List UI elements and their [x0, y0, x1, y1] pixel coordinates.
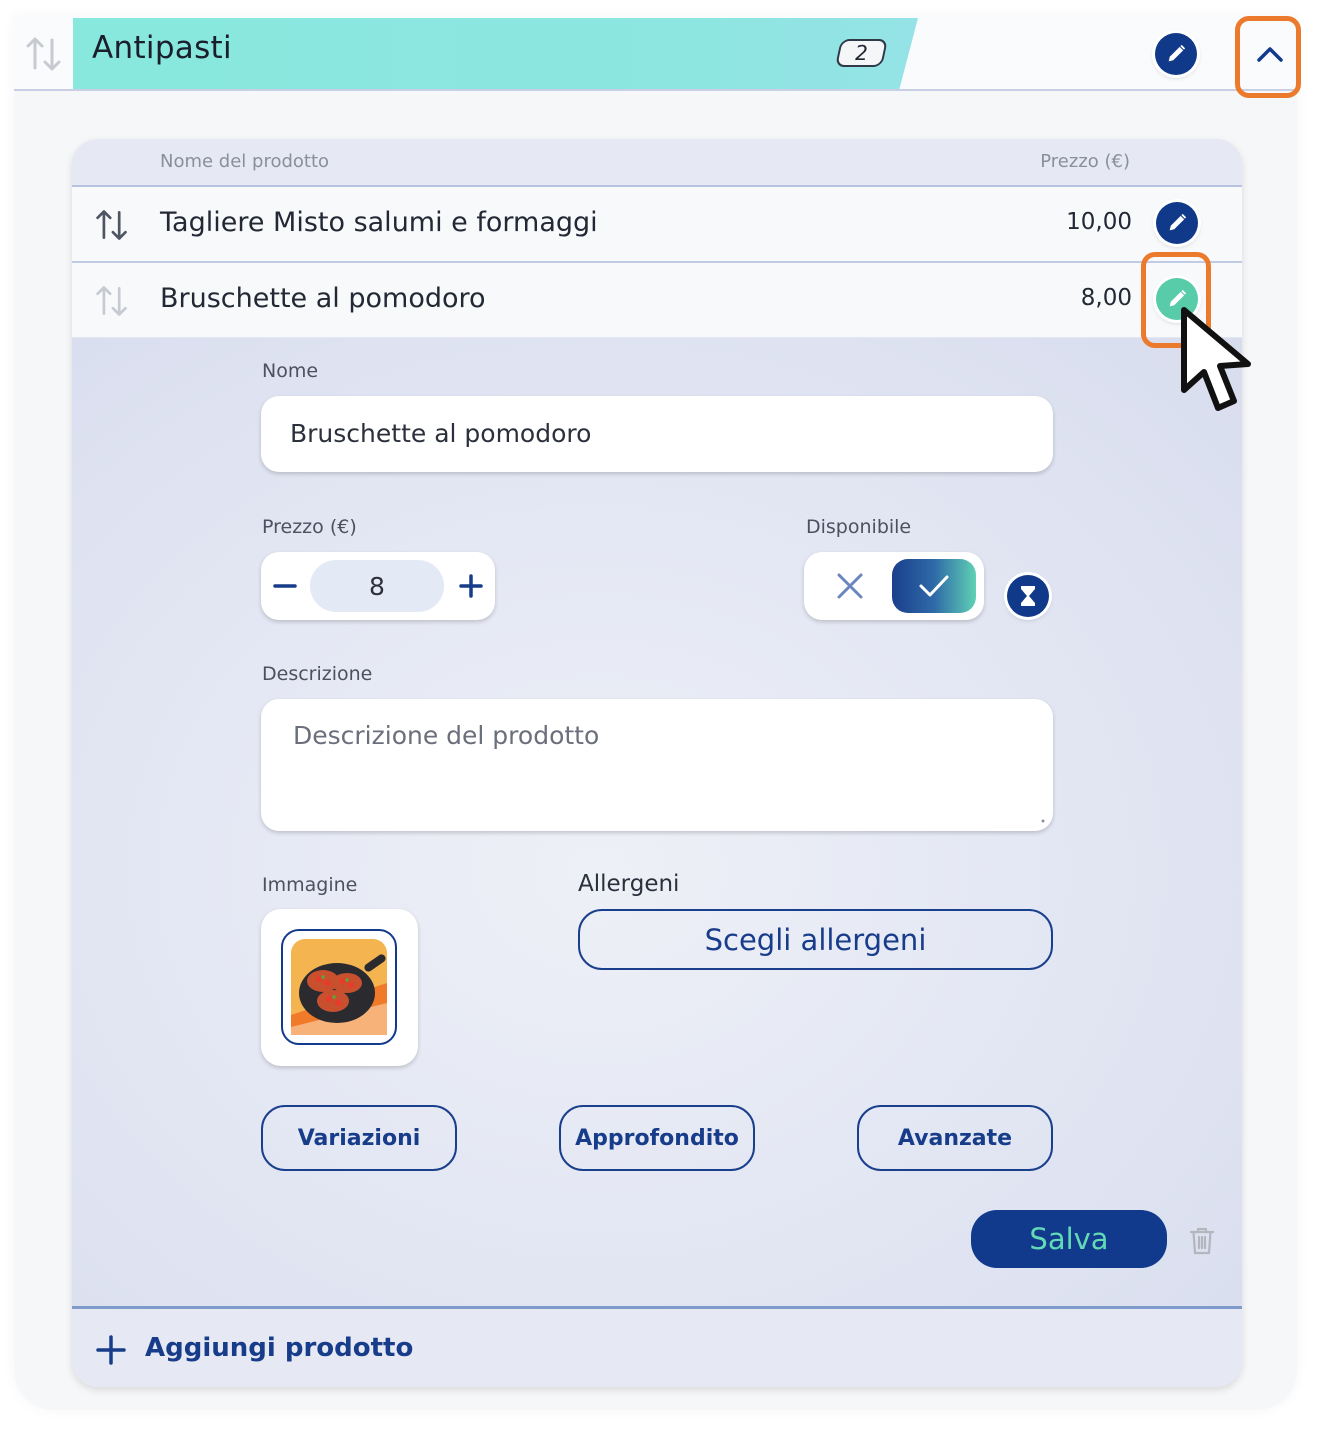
sort-icon[interactable]: [94, 207, 130, 243]
category-title: Antipasti: [92, 30, 232, 66]
save-button[interactable]: Salva: [971, 1210, 1167, 1268]
details-button[interactable]: Approfondito: [559, 1105, 755, 1171]
add-product-bar[interactable]: [72, 1306, 1242, 1387]
advanced-button[interactable]: Avanzate: [857, 1105, 1053, 1171]
x-icon[interactable]: [830, 566, 870, 606]
description-placeholder: Descrizione del prodotto: [293, 721, 600, 750]
allergens-label: Allergeni: [578, 871, 680, 897]
name-input[interactable]: [261, 396, 1053, 472]
column-name-header: Nome del prodotto: [160, 151, 330, 172]
edit-product-button[interactable]: [1156, 202, 1198, 244]
pencil-icon: [1166, 212, 1188, 234]
product-price: 8,00: [1080, 285, 1132, 311]
pencil-icon: [1165, 43, 1187, 65]
product-row[interactable]: [72, 187, 1242, 263]
collapse-highlight: [1235, 16, 1301, 98]
column-price-header: Prezzo (€): [1040, 151, 1130, 172]
product-table-header: [72, 139, 1242, 187]
product-name: Tagliere Misto salumi e formaggi: [160, 207, 598, 238]
edit-category-button[interactable]: [1155, 33, 1197, 75]
check-icon: [917, 572, 951, 600]
category-sort-icon[interactable]: [24, 34, 64, 74]
choose-allergens-button[interactable]: Scegli allergeni: [578, 909, 1053, 970]
price-value[interactable]: 8: [310, 560, 444, 612]
image-picker[interactable]: [261, 909, 418, 1066]
name-label: Nome: [262, 360, 319, 382]
sort-icon[interactable]: [94, 283, 130, 319]
schedule-availability-button[interactable]: [1007, 575, 1049, 617]
price-stepper[interactable]: [261, 552, 495, 620]
minus-icon[interactable]: [273, 574, 297, 598]
plus-icon[interactable]: [459, 574, 483, 598]
price-label: Prezzo (€): [262, 516, 357, 538]
product-name: Bruschette al pomodoro: [160, 283, 486, 314]
header-divider: [14, 89, 1297, 91]
add-product-label[interactable]: Aggiungi prodotto: [145, 1333, 414, 1363]
category-count-badge: 2: [835, 39, 888, 67]
available-label: Disponibile: [806, 516, 912, 538]
product-row-selected[interactable]: [72, 263, 1242, 337]
product-price: 10,00: [1066, 209, 1132, 235]
description-textarea[interactable]: [261, 699, 1053, 831]
product-list-card: [72, 139, 1242, 1387]
image-label: Immagine: [262, 874, 358, 896]
description-label: Descrizione: [262, 663, 373, 685]
plus-icon[interactable]: [96, 1335, 126, 1365]
product-edit-form: [72, 338, 1242, 1306]
trash-icon[interactable]: [1188, 1226, 1216, 1256]
hourglass-icon: [1019, 585, 1037, 607]
resize-handle-icon[interactable]: [1039, 817, 1047, 825]
toggle-on-indicator[interactable]: [892, 559, 976, 613]
name-input-value: Bruschette al pomodoro: [290, 419, 592, 448]
variations-button[interactable]: Variazioni: [261, 1105, 457, 1171]
bruschetta-image: [283, 931, 395, 1043]
product-image: [281, 929, 397, 1045]
cursor-icon: [1178, 304, 1268, 424]
available-toggle[interactable]: [804, 552, 984, 620]
